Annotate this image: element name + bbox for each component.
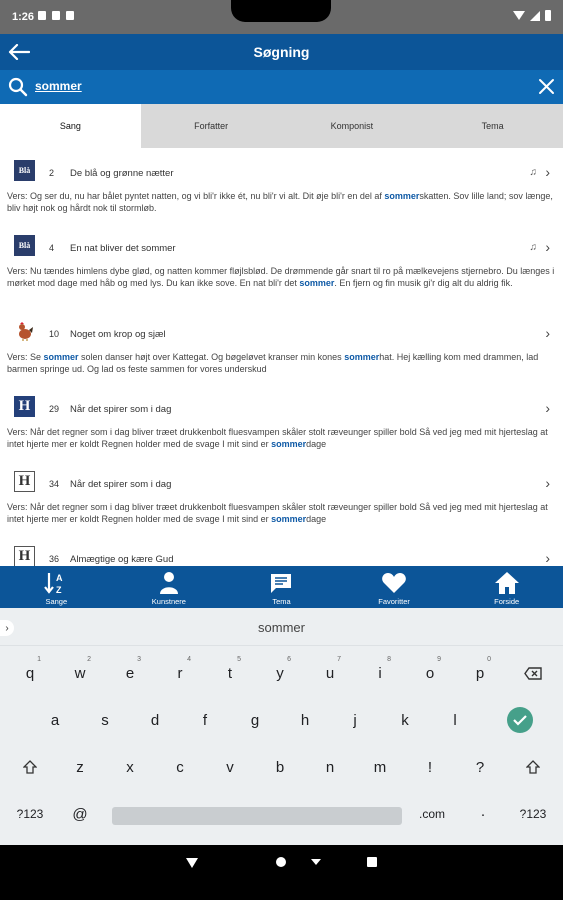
key-row-1 — [0, 653, 563, 701]
list-item[interactable] — [0, 311, 563, 375]
status-bar — [0, 0, 563, 34]
key-h[interactable]: h — [300, 711, 310, 729]
song-number: 29 — [49, 404, 60, 414]
key-question[interactable]: ? — [475, 758, 485, 776]
music-note-icon: ♫ — [529, 167, 537, 178]
key-z[interactable]: z — [76, 758, 84, 776]
key-w[interactable]: w 2 — [74, 656, 91, 682]
close-icon[interactable] — [538, 78, 555, 95]
status-time: 1:26 — [12, 11, 35, 23]
shift-icon — [23, 760, 37, 774]
tab-forfatter[interactable]: Forfatter — [194, 121, 229, 131]
key-i[interactable]: i 8 — [378, 656, 391, 682]
list-item[interactable] — [0, 386, 563, 450]
key-at[interactable]: @ — [72, 805, 88, 823]
sim-icon — [52, 11, 60, 20]
nav-label: Kunstnere — [151, 597, 186, 606]
key-row-2 — [0, 700, 563, 748]
key-y[interactable]: y 6 — [276, 656, 291, 682]
signal-icon — [530, 11, 540, 21]
nav-back-icon[interactable] — [186, 858, 198, 868]
battery-icon — [545, 10, 551, 21]
status-system-icons — [513, 10, 551, 21]
shift-key-right[interactable] — [512, 747, 554, 787]
svg-text:Z: Z — [56, 585, 62, 595]
person-icon — [158, 571, 180, 595]
chevron-right-icon: › — [545, 164, 550, 180]
key-s[interactable]: s — [101, 711, 109, 729]
sort-az-icon — [43, 571, 69, 595]
song-verse: Vers: Når det regner som i dag bliver træet drukkenbolt fluesvampen skåler stolt ræveunger spiller bold Så ved jeg med mit hjerteslag at intet hjerte mer er koldt Regnen holder med de svage I mit sind er sommerdage — [7, 427, 548, 449]
key-r[interactable]: r 4 — [177, 656, 191, 682]
key-k[interactable]: k — [401, 711, 409, 729]
key-u[interactable]: u 7 — [325, 656, 341, 682]
keyboard — [0, 608, 563, 845]
tab-bar — [0, 104, 563, 148]
chevron-right-icon: › — [545, 325, 550, 341]
chevron-right-icon: › — [545, 239, 550, 255]
nav-label: Forside — [494, 597, 520, 606]
key-v[interactable]: v — [226, 758, 234, 776]
chevron-right-icon[interactable]: › — [0, 620, 14, 636]
key-exclaim[interactable]: ! — [427, 758, 433, 776]
song-title: Når det spirer som i dag — [70, 479, 172, 490]
gear-icon — [38, 11, 46, 20]
key-x[interactable]: x — [126, 758, 134, 776]
backspace-icon — [524, 667, 542, 680]
song-number: 36 — [49, 554, 60, 564]
rooster-icon — [14, 321, 35, 342]
key-dotcom[interactable]: .com — [418, 807, 445, 821]
chevron-right-icon: › — [545, 400, 550, 416]
suggestion-strip — [0, 608, 563, 646]
key-l[interactable]: l — [453, 711, 457, 729]
nav-label: Favoritter — [378, 597, 410, 606]
spacebar[interactable] — [112, 807, 402, 825]
song-title: En nat bliver det sommer — [70, 243, 176, 254]
song-list — [0, 148, 563, 566]
camera-notch — [231, 0, 331, 22]
key-e[interactable]: e 3 — [125, 656, 141, 682]
shift-icon — [526, 760, 540, 774]
album-thumbnail — [14, 321, 35, 342]
nav-sange[interactable] — [0, 566, 113, 608]
song-title: Når det spirer som i dag — [70, 404, 172, 415]
key-j[interactable]: j — [353, 711, 357, 729]
key-m[interactable]: m — [373, 758, 387, 776]
song-number: 4 — [49, 243, 55, 253]
search-bar — [0, 70, 563, 104]
tab-sang[interactable]: Sang — [0, 104, 141, 148]
song-title: De blå og grønne nætter — [70, 168, 174, 179]
album-thumbnail: H — [14, 471, 35, 492]
list-item[interactable] — [0, 536, 563, 566]
album-thumbnail: H — [14, 396, 35, 417]
search-icon — [8, 77, 28, 97]
page-title: Søgning — [253, 44, 310, 60]
suggestion-word[interactable]: sommer — [258, 620, 305, 635]
key-t[interactable]: t 5 — [227, 656, 241, 682]
nav-forside[interactable] — [450, 566, 563, 608]
song-verse: Vers: Se sommer solen danser højt over Kattegat. Og bøgeløvet kranser min kones sommerhat. Hej kælling kom med drammen, lad barmen springe ud. Og lad os feste sammen for vores underskud — [7, 352, 539, 374]
key-d[interactable]: d — [150, 711, 160, 729]
nav-favoritter[interactable] — [338, 566, 451, 608]
nav-kunstnere[interactable] — [113, 566, 226, 608]
key-a[interactable]: a — [50, 711, 60, 729]
nav-label: Sange — [45, 597, 68, 606]
song-title: Noget om krop og sjæl — [70, 329, 166, 340]
nav-recents-icon[interactable] — [367, 857, 377, 867]
svg-text:A: A — [56, 573, 63, 583]
search-input[interactable]: sommer — [35, 79, 82, 93]
key-period[interactable]: · — [480, 805, 486, 823]
chevron-right-icon: › — [545, 475, 550, 491]
shift-key[interactable] — [9, 747, 51, 787]
backspace-key[interactable] — [512, 653, 554, 693]
key-c[interactable]: c — [176, 758, 184, 776]
tab-komponist[interactable]: Komponist — [330, 121, 374, 131]
nav-tema[interactable] — [225, 566, 338, 608]
key-q[interactable]: q 1 — [25, 656, 41, 682]
album-thumbnail: H — [14, 546, 35, 566]
clipboard-icon — [66, 11, 74, 20]
heart-icon — [381, 572, 407, 594]
list-item[interactable] — [0, 150, 563, 214]
tab-tema[interactable]: Tema — [481, 121, 504, 131]
home-icon — [494, 571, 520, 595]
symbols-key-right[interactable]: ?123 — [519, 807, 547, 821]
keyboard-dismiss-icon[interactable] — [311, 859, 321, 865]
nav-home-icon[interactable] — [276, 857, 286, 867]
key-n[interactable]: n — [325, 758, 335, 776]
song-verse: Vers: Når det regner som i dag bliver træet drukkenbolt fluesvampen skåler stolt ræveunger spiller bold Så ved jeg med mit hjerteslag at intet hjerte mer er koldt Regnen holder med de svage I mit sind er sommerdage — [7, 502, 548, 524]
check-icon — [507, 707, 533, 733]
system-nav-bar — [0, 845, 563, 900]
chevron-right-icon: › — [545, 550, 550, 566]
music-note-icon: ♫ — [529, 242, 537, 253]
list-item[interactable] — [0, 461, 563, 525]
song-number: 34 — [49, 479, 60, 489]
app-bar — [0, 34, 563, 70]
key-p[interactable]: p 0 — [475, 656, 491, 682]
wifi-icon — [513, 11, 525, 20]
nav-label: Tema — [272, 597, 291, 606]
album-thumbnail: Blå — [14, 235, 35, 256]
bottom-nav — [0, 566, 563, 608]
key-row-3 — [0, 747, 563, 795]
key-g[interactable]: g — [250, 711, 260, 729]
key-row-4 — [0, 794, 563, 842]
song-number: 2 — [49, 168, 55, 178]
list-item[interactable] — [0, 225, 563, 289]
song-number: 10 — [49, 329, 60, 339]
symbols-key[interactable]: ?123 — [16, 807, 44, 821]
album-thumbnail: Blå — [14, 160, 35, 181]
status-notification-icons — [38, 11, 74, 20]
key-f[interactable]: f — [202, 711, 208, 729]
key-b[interactable]: b — [275, 758, 285, 776]
song-verse: Vers: Nu tændes himlens dybe glød, og natten kommer fløjlsblød. De drømmende går snart til ro på mælkevejens stjernebro. Du længes i mørket mod dage med håb og med lys. Du kan ikke sove. En nat bli'r det sommer. En fjern og fin musik gi'r dig alt du aldrig fik. — [7, 266, 555, 288]
key-o[interactable]: o 9 — [425, 656, 441, 682]
chat-icon — [269, 572, 293, 594]
enter-key[interactable] — [499, 700, 541, 740]
song-verse: Vers: Og ser du, nu har bålet pyntet natten, og vi bli'r ikke ét, nu bli'r vi alt. Dit øje bli'r en del af sommerskatten. Sov lille land; sov længe, bliv højt nok og hårdt nok til stormløb. — [7, 191, 553, 213]
song-title: Almægtige og kære Gud — [70, 554, 174, 565]
